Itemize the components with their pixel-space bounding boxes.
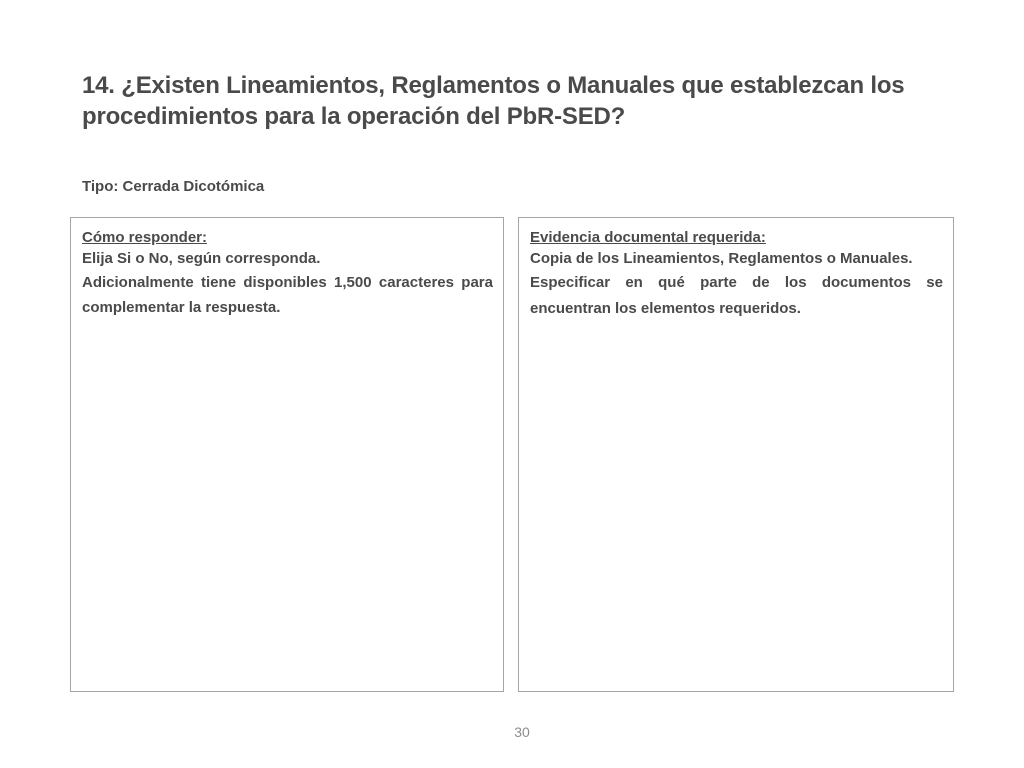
how-to-answer-heading: Cómo responder: [82,229,208,246]
page-number: 30 [514,724,530,740]
slide-title: 14. ¿Existen Lineamientos, Reglamentos o Manuales que establezcan los procedimientos para la operación del PbR-SED? [82,72,905,130]
question-type: Tipo: Cerrada Dicotómica [82,178,265,195]
how-to-answer-instruction: Elija Si o No, según corresponda. [82,250,321,267]
how-to-answer-additional-info: Adicionalmente tiene disponibles 1,500 caracteres para complementar la respuesta. [82,274,493,316]
required-evidence-specify: Especificar en qué parte de los documentos se encuentran los elementos requeridos. [530,274,943,317]
how-to-answer-panel [70,217,504,692]
required-evidence-heading: Evidencia documental requerida: [530,229,766,246]
required-evidence-copy: Copia de los Lineamientos, Reglamentos o Manuales. [530,250,913,267]
required-evidence-panel [518,217,954,692]
